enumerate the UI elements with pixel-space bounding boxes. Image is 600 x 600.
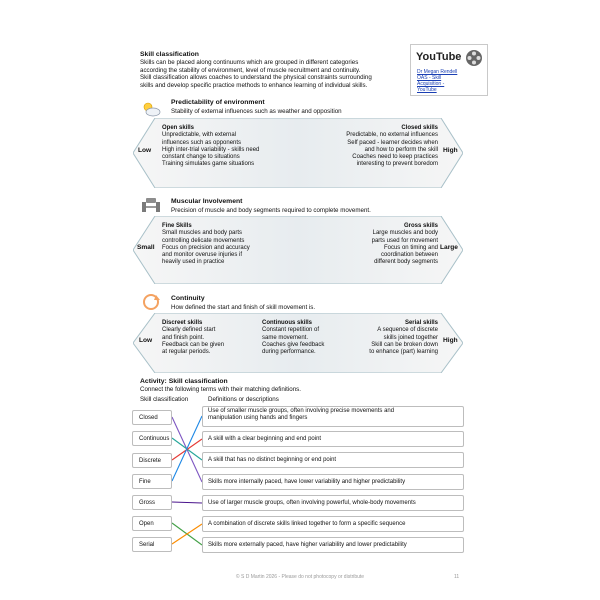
term-gross[interactable]: Gross: [132, 495, 172, 510]
low-label: Low: [139, 337, 153, 344]
low-label: Low: [138, 147, 152, 154]
definition-item[interactable]: [202, 474, 464, 490]
youtube-link-line[interactable]: OAS - Skill: [417, 75, 442, 81]
activity-instruction: Connect the following terms with their matching definitions.: [140, 386, 301, 393]
activity-title: Activity: Skill classification: [140, 378, 228, 385]
block-line: coordination between: [380, 252, 438, 259]
intro-line: Skill classification allows coaches to understand the physical constraints surrounding: [140, 74, 372, 82]
youtube-link-line[interactable]: Dr Megan Rendell: [417, 69, 458, 75]
block-heading: Gross skills: [403, 223, 438, 229]
block-heading: Continuous skills: [262, 320, 313, 326]
block-line: Small muscles and body parts: [162, 230, 243, 237]
high-label: High: [443, 147, 458, 154]
block-line: constant change to situations: [162, 154, 240, 161]
block-line: High inter-trial variability - skills need: [162, 146, 260, 153]
section-subtitle: Stability of external influences such as weather and opposition: [171, 108, 342, 115]
terms-column-header: Skill classification: [140, 396, 189, 403]
page-number: 11: [454, 574, 460, 580]
match-line: [172, 502, 202, 503]
block-line: Focus on timing and: [383, 244, 438, 251]
block-line: and how to perform the skill: [364, 146, 438, 153]
block-heading: Closed skills: [401, 125, 438, 131]
block-line: during performance.: [262, 349, 316, 356]
youtube-link-line[interactable]: YouTube: [417, 87, 437, 93]
block-line: interesting to prevent boredom: [356, 161, 438, 168]
intro-line: skills and develop specific practice methods to enhance learning of individual skills.: [140, 81, 368, 89]
block-line: controlling delicate movements: [162, 237, 245, 244]
block-line: parts used for movement: [371, 237, 438, 244]
block-line: Large muscles and body: [372, 230, 438, 237]
youtube-logo-text: YouTube: [416, 51, 462, 63]
definitions-column-header: Definitions or descriptions: [208, 396, 279, 403]
block-line: to enhance (part) learning: [369, 349, 438, 356]
match-line: [172, 524, 202, 544]
small-label: Small: [137, 244, 155, 251]
definition-item[interactable]: [202, 537, 464, 553]
section-subtitle: Precision of muscle and body segments required to complete movement.: [171, 207, 371, 214]
block-line: at regular periods.: [162, 349, 211, 356]
block-heading: Open skills: [162, 125, 195, 131]
block-line: and monitor overuse injuries if: [162, 252, 243, 259]
definition-line: Use of smaller muscle groups, often involving precise movements and: [208, 408, 395, 414]
term-open[interactable]: Open: [132, 516, 172, 531]
block-line: Coaches need to keep practices: [352, 154, 438, 161]
definition-item[interactable]: [202, 452, 464, 468]
section-title: Continuity: [171, 295, 205, 302]
term-serial[interactable]: Serial: [132, 537, 172, 552]
definition-line: Skills more internally paced, have lower variability and higher predictability: [208, 479, 406, 485]
block-line: same movement.: [262, 334, 309, 341]
definition-item[interactable]: [202, 406, 464, 427]
high-label: High: [443, 337, 458, 344]
block-line: Feedback can be given: [162, 341, 225, 348]
block-line: heavily used in practice: [162, 259, 225, 266]
section-title: Muscular Involvement: [171, 198, 243, 205]
definition-item[interactable]: [202, 495, 464, 511]
definition-line: Use of larger muscle groups, often involving powerful, whole-body movements: [208, 500, 416, 506]
youtube-link-line[interactable]: Acquisition -: [417, 81, 445, 87]
block-line: different body segments: [374, 259, 438, 266]
term-discrete[interactable]: Discrete: [132, 453, 172, 468]
definition-line: A skill with a clear beginning and end point: [208, 436, 322, 442]
block-line: influences such as opponents: [162, 139, 242, 146]
block-line: Focus on precision and accuracy: [162, 244, 250, 251]
section-subtitle: How defined the start and finish of skill movement is.: [171, 304, 316, 311]
term-fine[interactable]: Fine: [132, 474, 172, 489]
definition-line: A skill that has no distinct beginning or end point: [208, 457, 337, 463]
block-line: Constant repetition of: [262, 327, 320, 334]
block-line: and finish point.: [162, 334, 205, 341]
block-line: Unpredictable, with external: [162, 132, 237, 139]
large-label: Large: [440, 244, 458, 251]
definition-item[interactable]: [202, 516, 464, 532]
block-line: Coaches give feedback: [262, 341, 325, 348]
definition-line: A combination of discrete skills linked together to form a specific sequence: [208, 521, 406, 527]
block-line: Clearly defined start: [162, 327, 216, 334]
block-line: Training simulates game situations: [162, 161, 255, 168]
block-line: Skill can be broken down: [371, 341, 438, 348]
block-line: Self paced - learner decides when: [347, 139, 438, 146]
intro-line: according the stability of environment, level of muscle recruitment and continuity.: [140, 66, 361, 74]
block-heading: Discreet skills: [162, 320, 203, 326]
footer-text: © S D Martin 2026 - Please do not photocopy or distribute: [235, 574, 365, 580]
intro-line: Skills can be placed along continuums which are grouped in different categories: [140, 59, 359, 66]
block-line: Predictable, no external influences: [346, 132, 438, 139]
block-heading: Fine Skills: [162, 223, 192, 229]
page-title: Skill classification: [140, 51, 199, 58]
term-closed[interactable]: Closed: [132, 410, 172, 425]
definition-line: Skills more externally paced, have higher variability and lower predictability: [208, 542, 407, 548]
block-line: A sequence of discrete: [377, 327, 438, 334]
definition-item[interactable]: [202, 431, 464, 447]
block-heading: Serial skills: [404, 320, 438, 326]
term-continuous[interactable]: Continuous: [132, 431, 172, 446]
definition-line: manipulation using hands and fingers: [208, 415, 308, 422]
section-title: Predictability of environment: [171, 99, 265, 106]
block-line: skills joined together: [383, 334, 438, 341]
